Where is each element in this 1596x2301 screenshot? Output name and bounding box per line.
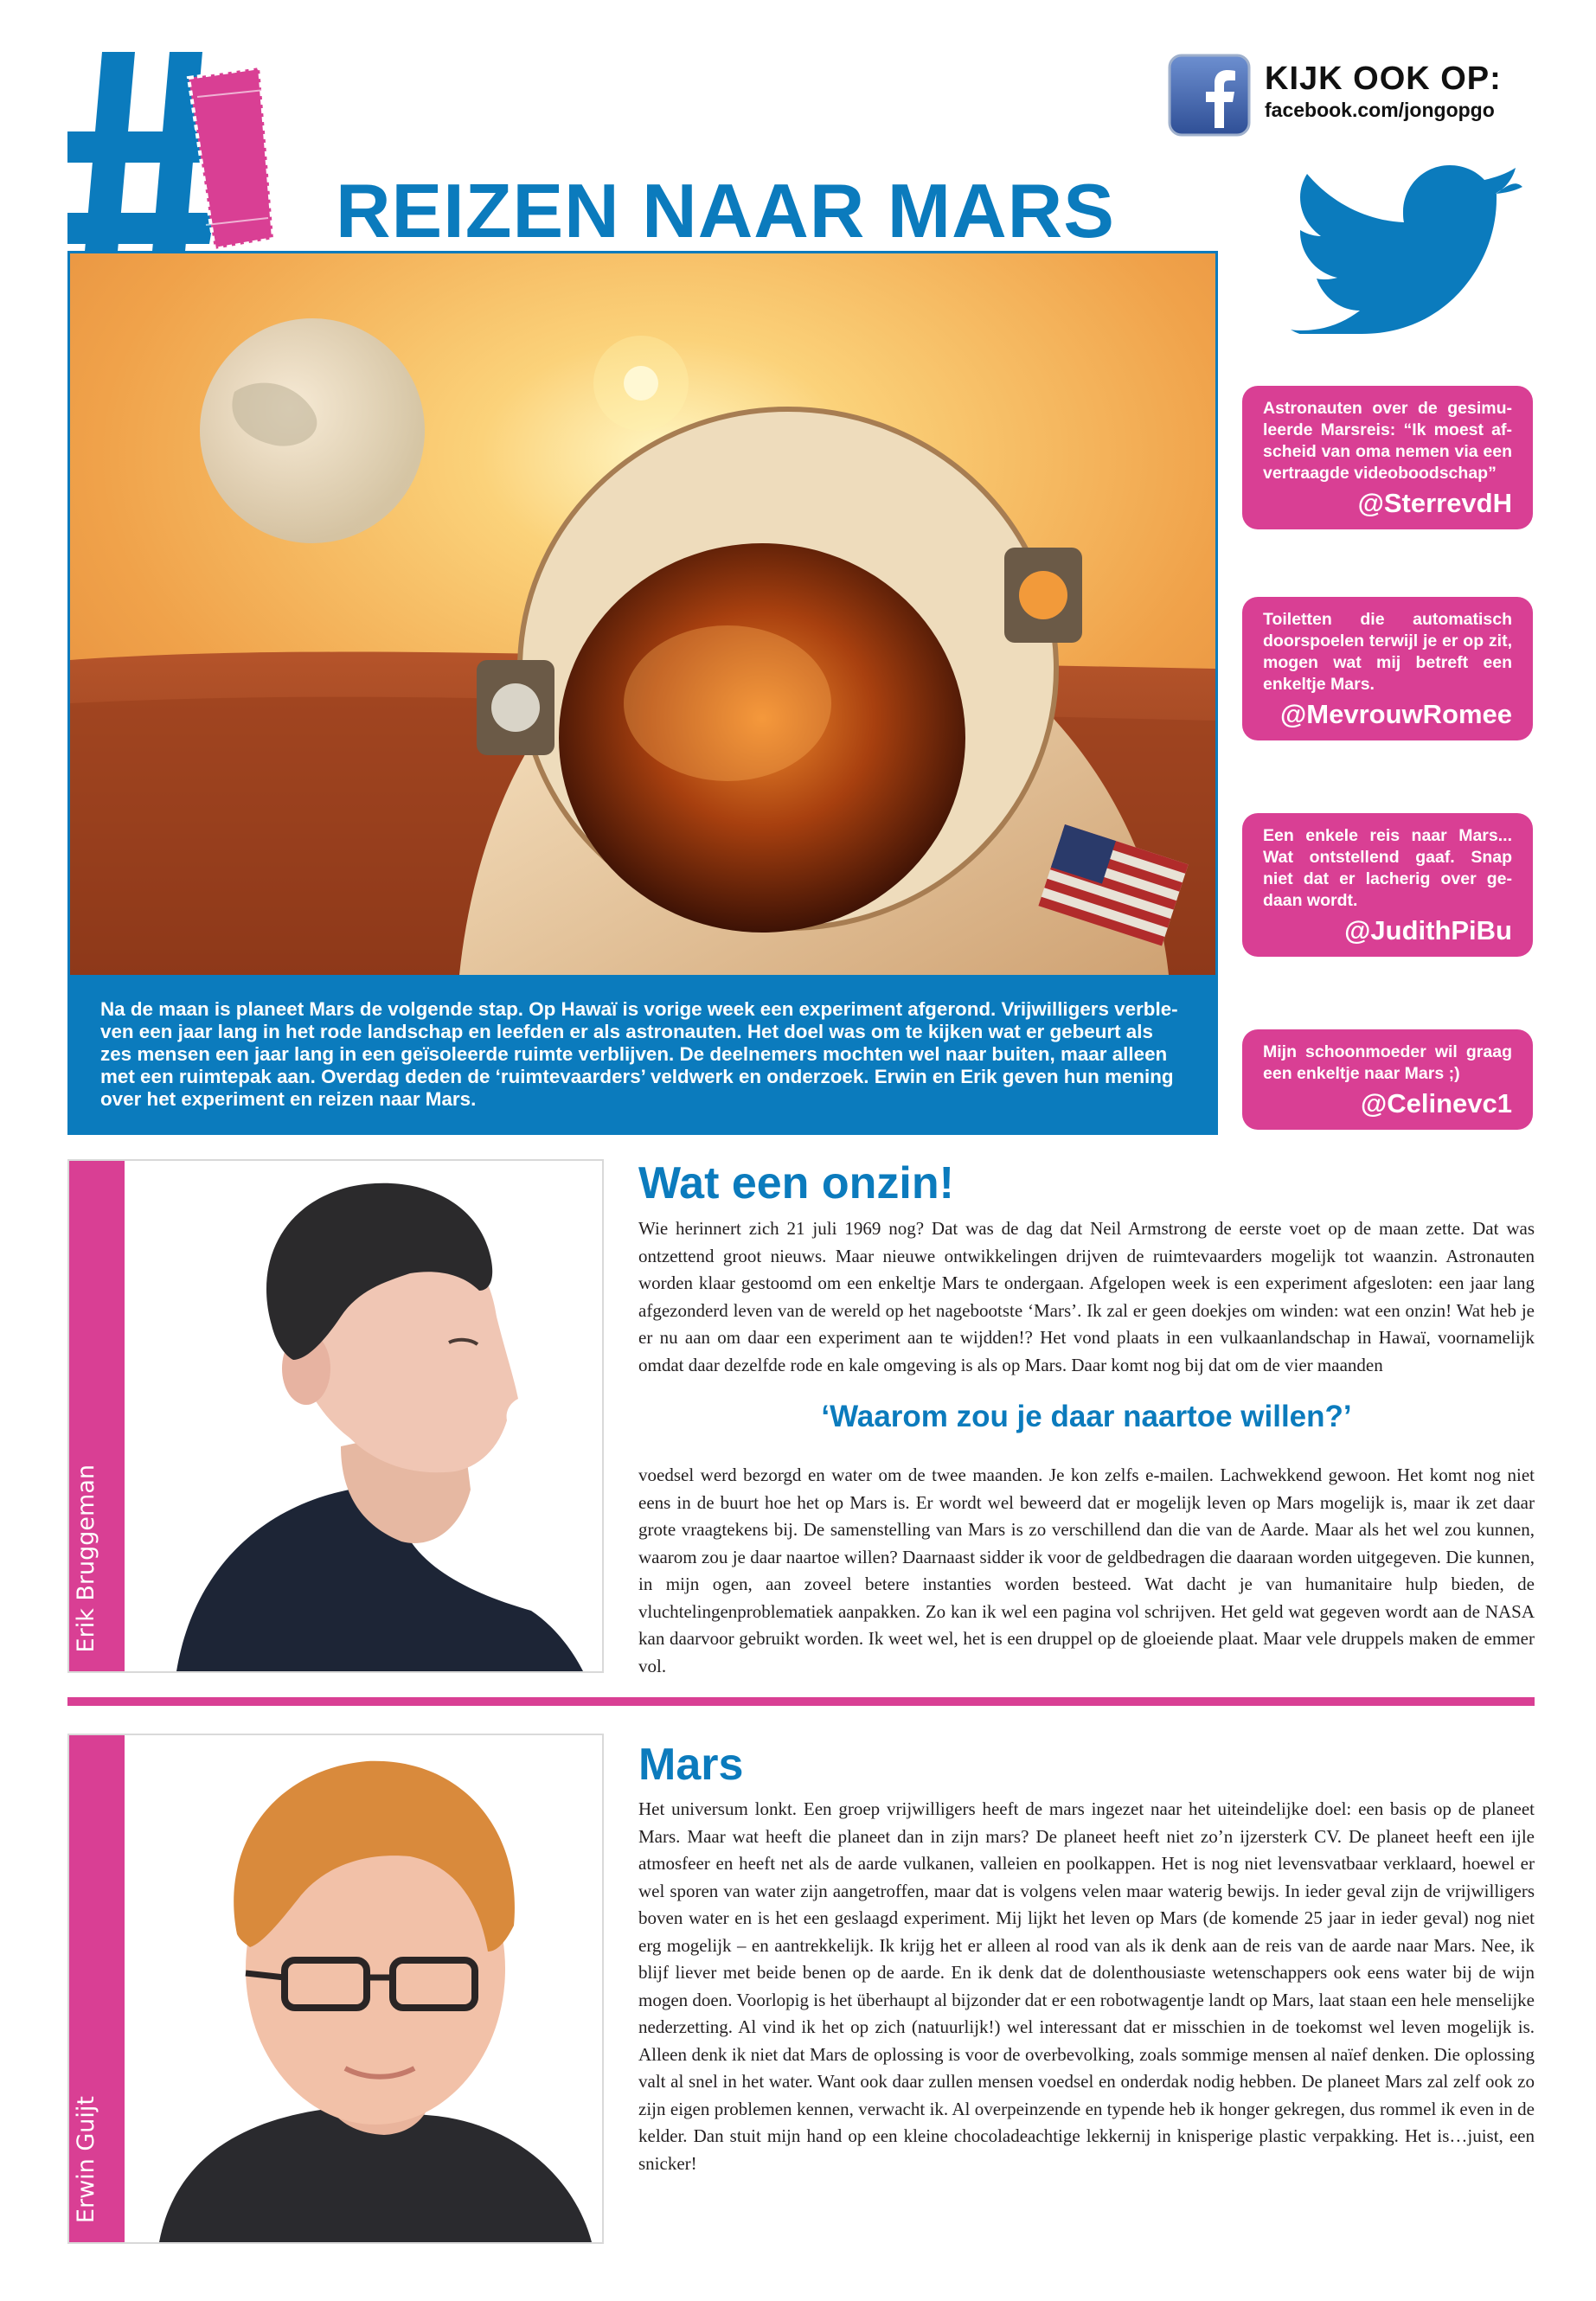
tweet-text: Toiletten die automatisch doorspoelen terwijl je er op zit, mogen wat mij betreft een enkeltje Mars.: [1263, 610, 1512, 694]
astronaut-on-mars-photo: [67, 251, 1218, 977]
pull-quote: ‘Waarom zou je daar naartoe willen?’: [821, 1400, 1352, 1433]
facebook-icon[interactable]: [1168, 54, 1251, 137]
tweet-card: [1242, 813, 1533, 957]
article-paragraph: Wie herinnert zich 21 juli 1969 nog? Dat was de dag dat Neil Armstrong de eerste voet op de maan zette. Dat was ontzettend groot nieuws. Maar nieuwe ontwikkelingen drijven de ruimtevaarders mogelijk tot waanzin. Astronauten worden klaar gestoomd om een enkeltje Mars te ondergaan. Afgelopen week is een experiment afgesloten: een jaar lang afgezonderd leven van de wereld op het nagebootste ‘Mars’. Ik zal er geen doekjes om winden: wat een onzin! Wat heb je er nu aan om daar een experiment aan te wijdden!? Het vond plaats in een vulkaanlandschap in Hawaï, voornamelijk omdat daar dezelfde rode en kale omgeving is als op Mars. Daar komt nog bij dat om de vier maanden: [638, 1218, 1535, 1375]
author-name: Erwin Guijt: [73, 2095, 99, 2223]
article-title: Wat een onzin!: [638, 1158, 954, 1208]
author-portrait: [67, 1734, 604, 2244]
author-photo: [125, 1161, 602, 1671]
article-title: Mars: [638, 1740, 744, 1790]
tweet-handle[interactable]: @SterrevdH: [1357, 488, 1512, 518]
tweet-handle[interactable]: @JudithPiBu: [1344, 915, 1512, 945]
tweet-text: Mijn schoonmoeder wil graag een enkeltje naar Mars ;): [1263, 1042, 1512, 1083]
author-portrait: [67, 1159, 604, 1673]
author-name-bar: [69, 1735, 125, 2242]
facebook-label: KIJK OOK OP:: [1265, 61, 1502, 97]
author-name-bar: [69, 1161, 125, 1671]
tweet-handle[interactable]: @MevrouwRomee: [1280, 699, 1512, 729]
tweet-card: [1242, 386, 1533, 529]
section-divider: [67, 1697, 1535, 1706]
intro-text-box: Na de maan is planeet Mars de volgende stap. Op Hawaï is vorige week een experiment afgerond. Vrijwilligers verbleven een jaar lang in het rode landschap en leefden er als astronauten. Het doel was om te kijken wat er gebeurt als zes mensen een jaar lang in een geïsoleerde ruimte verblijven. De deelnemers mochten wel naar buiten, maar alleen met een ruimtepak aan. Overdag deden de ‘ruimtevaarders’ veldwerk en onderzoek. Erwin en Erik geven hun mening over het experiment en reizen naar Mars.: [67, 977, 1218, 1135]
author-photo: [125, 1735, 602, 2242]
tweet-text: Een enkele reis naar Mars... Wat ontstellend gaaf. Snap niet dat er lacherig over gedaan wordt.: [1263, 826, 1512, 910]
tweet-text: Astronauten over de gesimuleerde Marsreis: “Ik moest afscheid van oma nemen via een vertraagde videoboodschap”: [1263, 399, 1512, 483]
tweet-card: [1242, 597, 1533, 740]
tweet-handle[interactable]: @Celinevc1: [1361, 1088, 1512, 1118]
article-paragraph: Het universum lonkt. Een groep vrijwilligers heeft de mars ingezet naar het uiteindelijke doel: een basis op de planeet Mars. Maar wat heeft die planeet dan in zijn mars? De planeet heeft niet zo’n ijzersterk CV. De planeet heeft een ijle atmosfeer en heeft net als de aarde vulkanen, valleien en poolkappen. Het is nog niet levensvatbaar verklaard, hoewel er wel sporen van water zijn aangetroffen, maar dat is volgens velen maar waterig bewijs. In ieder geval zijn de vrijwilligers boven water en is het een geslaagd experiment. Mij lijkt het leven op Mars (de komende 25 jaar in ieder geval) nog niet erg mogelijk – en aantrekkelijk. Ik krijg het er alleen al rood van als ik denk aan de reis van de aarde naar Mars. Nee, ik blijf liever met beide benen op de aarde. En ik denk dat de dolenthousiaste wetenschappers ook eens water bij de wijn mogen doen. Voorlopig is het überhaupt al bijzonder dat er een robotwagentje landt op Mars, laat staan een hele menselijke nederzetting. Al vind ik het op zich (natuurlijk!) wel interessant dat er misschien in de toekomst wel leven mogelijk is. Alleen denk ik niet dat Mars de oplossing is voor de overbevolking, zoals sommige mensen al naïef denken. Die oplossing valt al snel in het water. Want ook daar zullen mensen voedsel en onderdak nodig hebben. De planeet Mars zal zelf ook zo zijn eigen problemen kennen, verwacht ik. Al overpeinzende en typende heb ik honger gekregen, dus rommel ik even in de kelder. Dan stuit mijn hand op een kleine chocoladeachtige lekkernij in knisperige plastic verpakking. Het is…juist, een snicker!: [638, 1798, 1535, 2174]
tweet-card: [1242, 1029, 1533, 1130]
author-name: Erik Bruggeman: [73, 1464, 99, 1652]
article-paragraph: voedsel werd bezorgd en water om de twee maanden. Je kon zelfs e-mailen. Lachwekkend gewoon. Het komt nog niet eens in de buurt hoe het op Mars is. Er wordt wel beweerd dat er mogelijk leven op Mars mogelijk is, maar ik zet daar grote vraagtekens bij. De samenstelling van Mars is zo verschillend dan die van de Aarde. Maar als het wel zou kunnen, waarom zou je daar naartoe willen? Daarnaast sidder ik voor de geldbedragen die daaraan worden uitgegeven. Die kunnen, in mijn ogen, aan zoveel betere instanties worden besteed. Wat dacht je van humanitaire hulp bieden, de vluchtelingenproblematiek aanpakken. Zo kan ik wel een pagina vol schrijven. Het geld wat gegeven wordt aan de NASA kan daarvoor gebruikt worden. Ik weet wel, het is een druppel op de gloeiende plaat. Maar vele druppels maken de emmer vol.: [638, 1465, 1535, 1676]
twitter-bird-icon: [1279, 161, 1529, 334]
facebook-link[interactable]: facebook.com/jongopgo: [1265, 99, 1495, 121]
page-title: REIZEN NAAR MARS: [336, 168, 1115, 253]
